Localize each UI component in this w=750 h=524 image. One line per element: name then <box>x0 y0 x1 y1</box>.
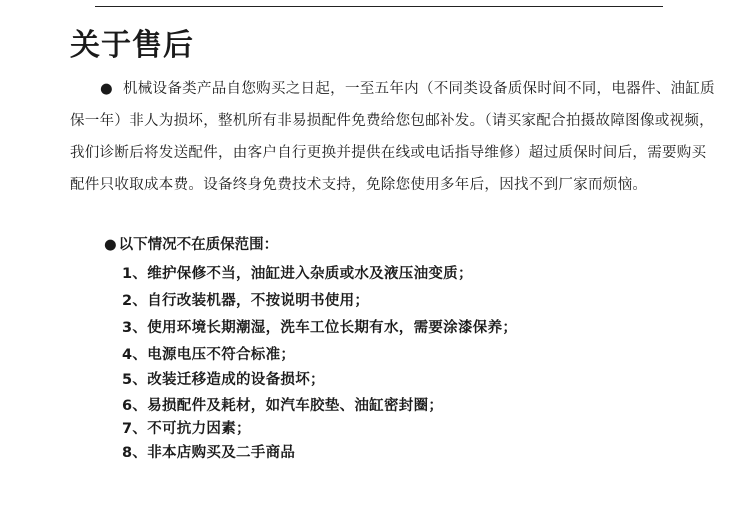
bullet-icon: ● <box>104 237 117 253</box>
exclusion-item: 7、不可抗力因素； <box>122 421 251 437</box>
exclusion-item: 3、使用环境长期潮湿，洗车工位长期有水，需要涂漆保养； <box>122 320 518 336</box>
bullet-icon: ● <box>100 81 113 97</box>
exclusions-heading <box>104 234 278 256</box>
exclusion-item: 5、改装迁移造成的设备损坏； <box>122 372 325 388</box>
exclusion-item: 8、非本店购买及二手商品 <box>122 445 296 461</box>
exclusion-item: 2、自行改装机器，不按说明书使用； <box>122 293 370 309</box>
warranty-paragraph <box>70 73 720 201</box>
exclusion-item: 1、维护保修不当，油缸进入杂质或水及液压油变质； <box>122 266 473 282</box>
top-divider <box>95 6 663 7</box>
exclusions-heading-text: 以下情况不在质保范围： <box>118 237 279 253</box>
warranty-text: 机械设备类产品自您购买之日起，一至五年内（不同类设备质保时间不同，电器件、油缸质保一年）非人为损坏，整机所有非易损配件免费给您包邮补发。（请买家配合拍摄故障图像或视频，我们诊断后将发送配件，由客户自行更换并提供在线或电话指导维修）超过质保时间后，需要购买配件只收取成本费。设备终身免费技术支持，免除您使用多年后，因找不到厂家而烦恼。 <box>70 81 715 193</box>
exclusion-item: 6、易损配件及耗材，如汽车胶垫、油缸密封圈； <box>122 398 444 414</box>
exclusion-item: 4、电源电压不符合标准； <box>122 347 296 363</box>
page-title: 关于售后 <box>70 28 194 63</box>
